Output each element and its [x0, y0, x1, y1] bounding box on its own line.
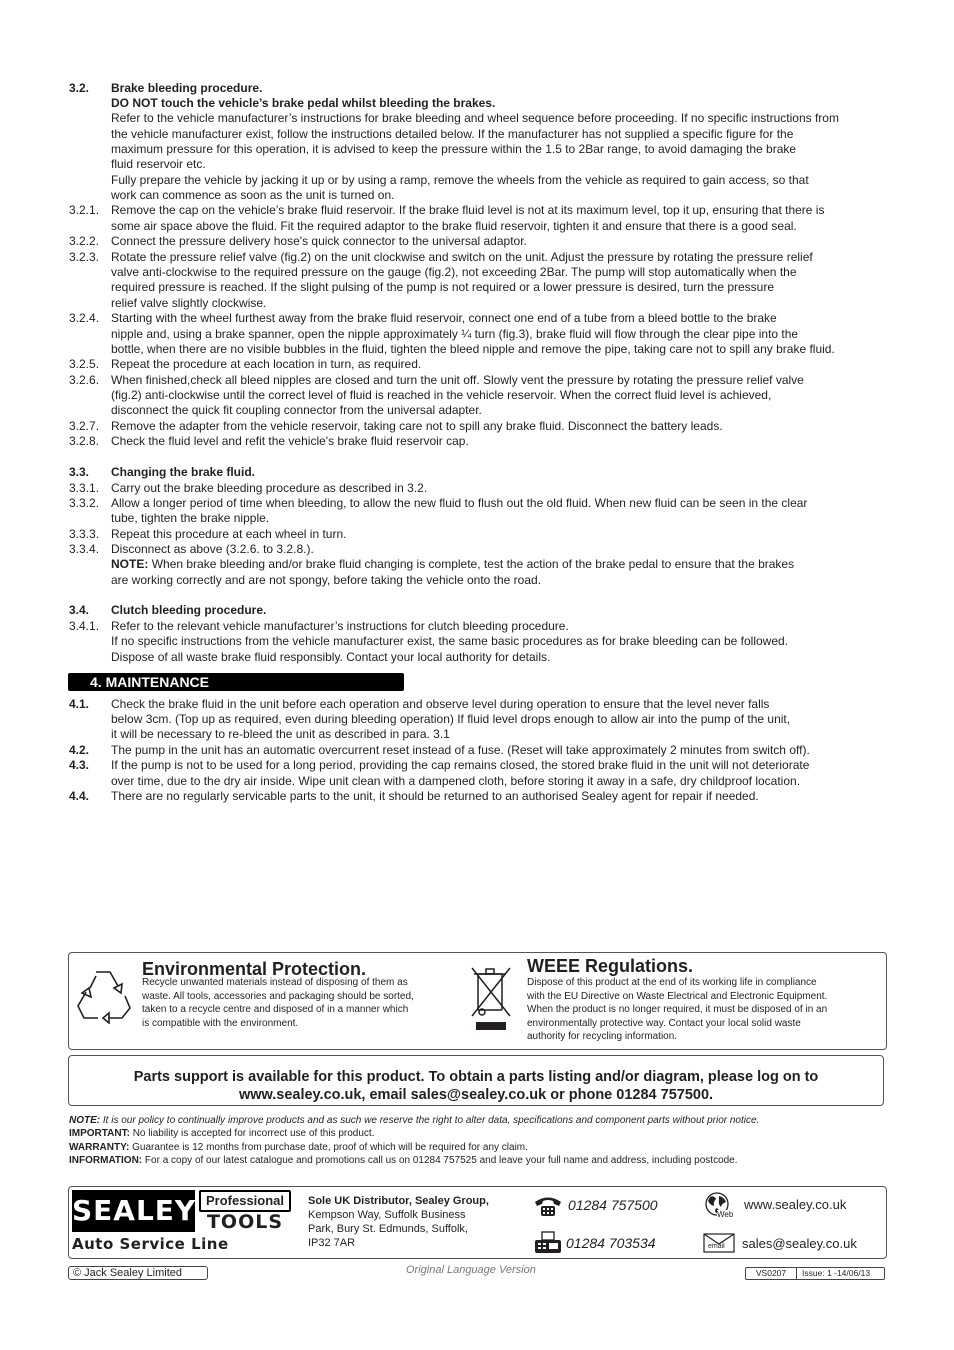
auto-service-line-wordmark: Auto Service Line — [72, 1235, 229, 1253]
list-item-line: Dispose of all waste brake fluid responsibly. Contact your local authority for details. — [111, 650, 551, 664]
note-text: When brake bleeding and/or brake fluid changing is complete, test the action of the brake pedal to ensure that the brakes — [151, 557, 795, 571]
list-item-line: tube, tighten the brake nipple. — [111, 511, 270, 525]
list-item-line: If no specific instructions from the vehicle manufacturer exist, the same basic procedures as for brake bleeding can be followed. — [111, 634, 789, 648]
phone-number: 01284 757500 — [568, 1197, 658, 1213]
fax-number: 01284 703534 — [566, 1235, 656, 1251]
professional-badge: Professional — [199, 1190, 291, 1212]
phone-icon — [533, 1195, 563, 1217]
list-item-line: below 3cm. (Top up as required, even during bleeding operation) If fluid level drops enough to allow air into the pump of the unit, — [111, 712, 791, 726]
fax-icon — [533, 1231, 563, 1255]
copyright-tag: © Jack Sealey Limited — [68, 1266, 208, 1280]
weee-bin-icon — [470, 964, 512, 1034]
policy-note: NOTE: It is our policy to continually improve products and as such we reserve the right to alter data, specifications and component parts without prior notice. — [69, 1115, 760, 1126]
recycle-icon — [76, 966, 132, 1024]
environmental-protection-text: Recycle unwanted materials instead of disposing of them as waste. All tools, accessories and packaging should be sorted, taken to a recycle centre and disposed of in a manner which is compatible with the environment. — [142, 977, 414, 1029]
parts-support-line: Parts support is available for this product. To obtain a parts listing and/or diagram, please log on to — [133, 1069, 819, 1085]
important-note: IMPORTANT: No liability is accepted for incorrect use of this product. — [69, 1128, 375, 1139]
issue-date: Issue: 1 -14/06/13 — [802, 1268, 871, 1278]
warranty-note: WARRANTY: Guarantee is 12 months from purchase date, proof of which will be required for any claim. — [69, 1142, 528, 1153]
email-icon-label: email — [708, 1243, 725, 1250]
list-item-line: relief valve slightly clockwise. — [111, 296, 267, 310]
list-item-line: it will be necessary to re-bleed the unit as described in para. 3.1 — [111, 727, 450, 741]
note-label: NOTE: — [111, 557, 149, 571]
list-item-line: valve anti-clockwise to the required pressure on the gauge (fig.2), not exceeding 2Bar. The pump will stop automatically when the — [111, 265, 797, 279]
parts-support-contact: www.sealey.co.uk, email sales@sealey.co.uk or phone 01284 757500. — [238, 1087, 714, 1103]
list-item-line: nipple and, using a brake spanner, open the nipple approximately ¼ turn (fig.3), brake fluid will flow through the clear pipe into the — [111, 327, 799, 341]
language-version: Original Language Version — [406, 1264, 536, 1276]
website-link[interactable]: www.sealey.co.uk — [744, 1197, 847, 1212]
distributor-address: Sole UK Distributor, Sealey Group, Kempson Way, Suffolk Business Park, Bury St. Edmunds, Suffolk, IP32 7AR — [308, 1195, 489, 1249]
list-item-line: (fig.2) anti-clockwise until the correct level of fluid is reached in the vehicle reservoir. When the correct fluid level is achieved, — [111, 388, 772, 402]
web-icon-label: Web — [717, 1210, 734, 1219]
note-text: are working correctly and are not spongy, before taking the vehicle onto the road. — [111, 573, 542, 587]
email-link[interactable]: sales@sealey.co.uk — [742, 1236, 857, 1251]
information-note: INFORMATION: For a copy of our latest catalogue and promotions call us on 01284 757525 and leave your full name and address, including postcode. — [69, 1155, 738, 1166]
list-item-line: bottle, when there are no visible bubbles in the fluid, tighten the bleed nipple and remove the pipe, taking care not to spill any brake fluid. — [111, 342, 835, 356]
weee-regulations-text: Dispose of this product at the end of its working life in compliance with the EU Directive on Waste Electrical and Electronic Equipment. When the product is no longer required, it must be disposed of in an environmentally protective way. Contact your local solid waste authority for recycling information. — [527, 977, 828, 1043]
document-code-tag — [745, 1267, 885, 1280]
list-item-line: disconnect the quick fit coupling connector from the universal adapter. — [111, 403, 482, 417]
parts-support-box — [68, 1055, 884, 1106]
product-code: VS0207 — [746, 1268, 797, 1279]
tools-wordmark: TOOLS — [206, 1211, 284, 1233]
list-item-line: required pressure is reached. If the slight pulsing of the pump is not required or a lower pressure is desired, turn the pressure — [111, 280, 775, 294]
environmental-protection-title: Environmental Protection. — [142, 959, 367, 979]
sealey-logo: SEALEY — [72, 1190, 195, 1232]
weee-regulations-title: WEEE Regulations. — [527, 956, 694, 976]
list-item-line: over time, due to the dry air inside. Wipe unit clean with a dampened cloth, before storing it away in a safe, dry childproof location. — [111, 774, 801, 788]
maintenance-heading: 4. MAINTENANCE — [68, 673, 404, 691]
list-item-line: some air space above the fluid. Fit the required adaptor to the brake fluid reservoir, tighten it and ensure that there is a good seal. — [111, 219, 797, 233]
